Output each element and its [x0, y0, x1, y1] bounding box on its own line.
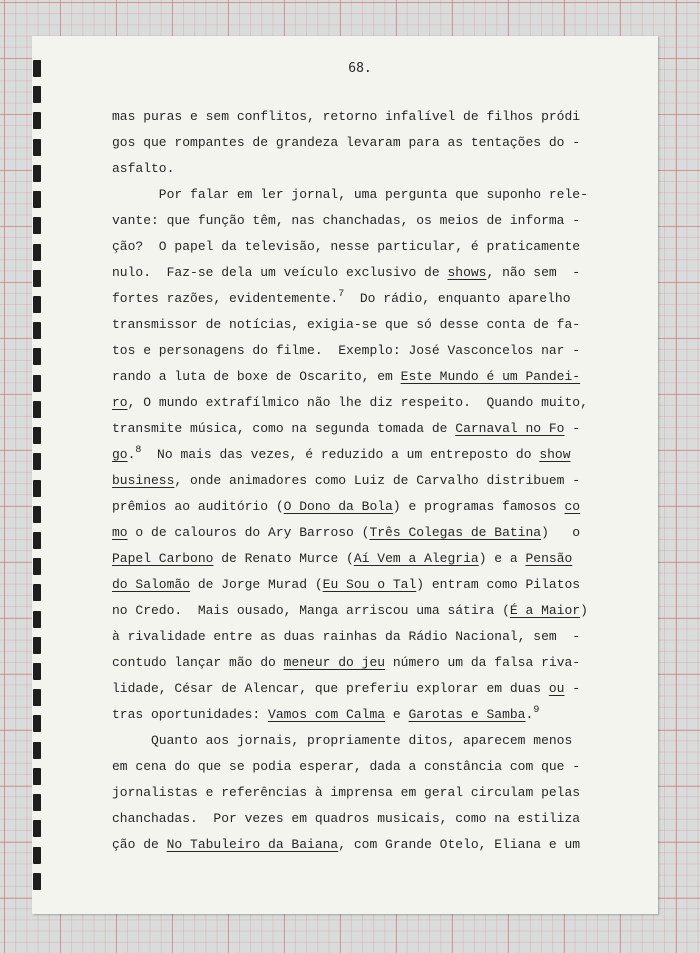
- text-segment: o de calouros do Ary Barroso (: [127, 525, 370, 540]
- text-line: [112, 442, 596, 468]
- text-segment: .: [525, 707, 534, 722]
- footnote-ref: 7: [338, 289, 345, 300]
- text-segment: No mais das vezes, é reduzido a um entreposto do: [141, 447, 540, 462]
- underlined-title: Três Colegas de Batina: [369, 525, 542, 540]
- text-segment: .: [127, 447, 136, 462]
- body-text: [112, 104, 596, 858]
- binding-hole: [33, 139, 41, 156]
- text-segment: ) entram como Pilatos: [416, 577, 581, 592]
- text-segment: , onde animadores como Luiz de Carvalho distribuem -: [174, 473, 581, 488]
- binding-hole: [33, 427, 41, 444]
- text-segment: , com Grande Otelo, Eliana e um: [338, 837, 581, 852]
- binding-hole: [33, 506, 41, 523]
- binding-hole: [33, 217, 41, 234]
- text-line: [112, 468, 596, 494]
- binding-hole: [33, 532, 41, 549]
- text-line: [112, 234, 596, 260]
- binding-hole: [33, 873, 41, 890]
- binding-hole: [33, 847, 41, 864]
- binding-hole: [33, 715, 41, 732]
- text-line: [112, 520, 596, 546]
- text-segment: transmissor de notícias, exigia-se que só desse conta de fa-: [112, 317, 581, 332]
- page-number: 68.: [348, 61, 372, 76]
- binding-hole: [33, 637, 41, 654]
- binding-hole: [33, 270, 41, 287]
- text-segment: ção de: [112, 837, 167, 852]
- binding-hole: [33, 794, 41, 811]
- text-segment: e: [385, 707, 409, 722]
- underlined-title: Pensão: [525, 551, 573, 566]
- text-line: [112, 754, 596, 780]
- footnote-ref: 9: [533, 705, 540, 716]
- text-segment: rando a luta de boxe de Oscarito, em: [112, 369, 401, 384]
- binding-holes: [33, 60, 41, 890]
- binding-hole: [33, 375, 41, 392]
- binding-hole: [33, 191, 41, 208]
- underlined-title: ro: [112, 395, 128, 410]
- text-line: [112, 676, 596, 702]
- binding-hole: [33, 348, 41, 365]
- text-line: [112, 702, 596, 728]
- binding-hole: [33, 742, 41, 759]
- text-segment: gos que rompantes de grandeza levaram para as tentações do -: [112, 135, 581, 150]
- text-line: [112, 130, 596, 156]
- text-line: [112, 338, 596, 364]
- text-line: [112, 598, 596, 624]
- underlined-title: business: [112, 473, 175, 488]
- underlined-title: mo: [112, 525, 128, 540]
- text-segment: número um da falsa riva-: [385, 655, 581, 670]
- text-line: [112, 546, 596, 572]
- underlined-title: go: [112, 447, 128, 462]
- text-segment: tos e personagens do filme. Exemplo: José Vasconcelos nar -: [112, 343, 581, 358]
- binding-hole: [33, 689, 41, 706]
- text-line: [112, 104, 596, 130]
- text-line: [112, 494, 596, 520]
- text-segment: ) e a: [478, 551, 526, 566]
- text-segment: , não sem -: [486, 265, 581, 280]
- text-segment: , O mundo extrafílmico não lhe diz respeito. Quando muito,: [127, 395, 588, 410]
- text-line: [112, 624, 596, 650]
- binding-hole: [33, 244, 41, 261]
- text-segment: lidade, César de Alencar, que preferiu explorar em duas: [112, 681, 549, 696]
- underlined-title: Carnaval no Fo: [455, 421, 565, 436]
- text-line: [112, 312, 596, 338]
- underlined-title: Este Mundo é um Pandei-: [400, 369, 581, 384]
- text-line: [112, 390, 596, 416]
- underlined-title: Papel Carbono: [112, 551, 214, 566]
- text-segment: asfalto.: [112, 161, 175, 176]
- text-segment: ção? O papel da televisão, nesse particular, é praticamente: [112, 239, 581, 254]
- underlined-title: show: [539, 447, 571, 462]
- binding-hole: [33, 112, 41, 129]
- underlined-title: shows: [447, 265, 487, 280]
- text-segment: à rivalidade entre as duas rainhas da Rádio Nacional, sem -: [112, 629, 581, 644]
- underlined-title: meneur do jeu: [283, 655, 386, 670]
- binding-hole: [33, 768, 41, 785]
- text-line: [112, 156, 596, 182]
- text-line: [112, 832, 596, 858]
- text-segment: de Jorge Murad (: [190, 577, 323, 592]
- text-line: [112, 208, 596, 234]
- binding-hole: [33, 663, 41, 680]
- underlined-title: do Salomão: [112, 577, 191, 592]
- binding-hole: [33, 401, 41, 418]
- binding-hole: [33, 322, 41, 339]
- text-segment: no Credo. Mais ousado, Manga arriscou uma sátira (: [112, 603, 510, 618]
- text-line: [112, 728, 596, 754]
- underlined-title: Garotas e Samba: [408, 707, 526, 722]
- text-segment: Por falar em ler jornal, uma pergunta que suponho rele-: [112, 187, 588, 202]
- text-segment: vante: que função têm, nas chanchadas, os meios de informa -: [112, 213, 581, 228]
- text-segment: -: [564, 421, 581, 436]
- text-segment: nulo. Faz-se dela um veículo exclusivo de: [112, 265, 448, 280]
- text-line: [112, 364, 596, 390]
- text-line: [112, 416, 596, 442]
- text-segment: jornalistas e referências à imprensa em geral circulam pelas: [112, 785, 581, 800]
- text-segment: Quanto aos jornais, propriamente ditos, aparecem menos: [112, 733, 573, 748]
- binding-hole: [33, 480, 41, 497]
- binding-hole: [33, 86, 41, 103]
- underlined-title: No Tabuleiro da Baiana: [166, 837, 339, 852]
- text-segment: em cena do que se podia esperar, dada a constância com que -: [112, 759, 581, 774]
- text-segment: transmite música, como na segunda tomada de: [112, 421, 456, 436]
- text-line: [112, 650, 596, 676]
- text-line: [112, 182, 596, 208]
- text-segment: -: [564, 681, 581, 696]
- text-segment: ) o: [541, 525, 581, 540]
- underlined-title: ou: [548, 681, 565, 696]
- text-segment: prêmios ao auditório (: [112, 499, 284, 514]
- text-segment: contudo lançar mão do: [112, 655, 284, 670]
- binding-hole: [33, 611, 41, 628]
- binding-hole: [33, 820, 41, 837]
- text-line: [112, 572, 596, 598]
- text-segment: de Renato Murce (: [213, 551, 354, 566]
- text-line: [112, 286, 596, 312]
- binding-hole: [33, 453, 41, 470]
- underlined-title: co: [564, 499, 581, 514]
- binding-hole: [33, 165, 41, 182]
- text-segment: ) e programas famosos: [392, 499, 565, 514]
- underlined-title: Aí Vem a Alegria: [353, 551, 479, 566]
- text-segment: ): [580, 603, 588, 618]
- underlined-title: O Dono da Bola: [283, 499, 393, 514]
- underlined-title: É a Maior: [509, 603, 581, 618]
- text-segment: mas puras e sem conflitos, retorno infalível de filhos pródi: [112, 109, 581, 124]
- underlined-title: Vamos com Calma: [268, 707, 386, 722]
- text-segment: fortes razões, evidentemente.: [112, 291, 339, 306]
- footnote-ref: 8: [135, 445, 142, 456]
- text-line: [112, 806, 596, 832]
- text-segment: tras oportunidades:: [112, 707, 269, 722]
- text-line: [112, 260, 596, 286]
- binding-hole: [33, 584, 41, 601]
- text-segment: chanchadas. Por vezes em quadros musicais, como na estiliza: [112, 811, 581, 826]
- binding-hole: [33, 296, 41, 313]
- text-segment: Do rádio, enquanto aparelho: [344, 291, 571, 306]
- underlined-title: Eu Sou o Tal: [322, 577, 417, 592]
- text-line: [112, 780, 596, 806]
- binding-hole: [33, 558, 41, 575]
